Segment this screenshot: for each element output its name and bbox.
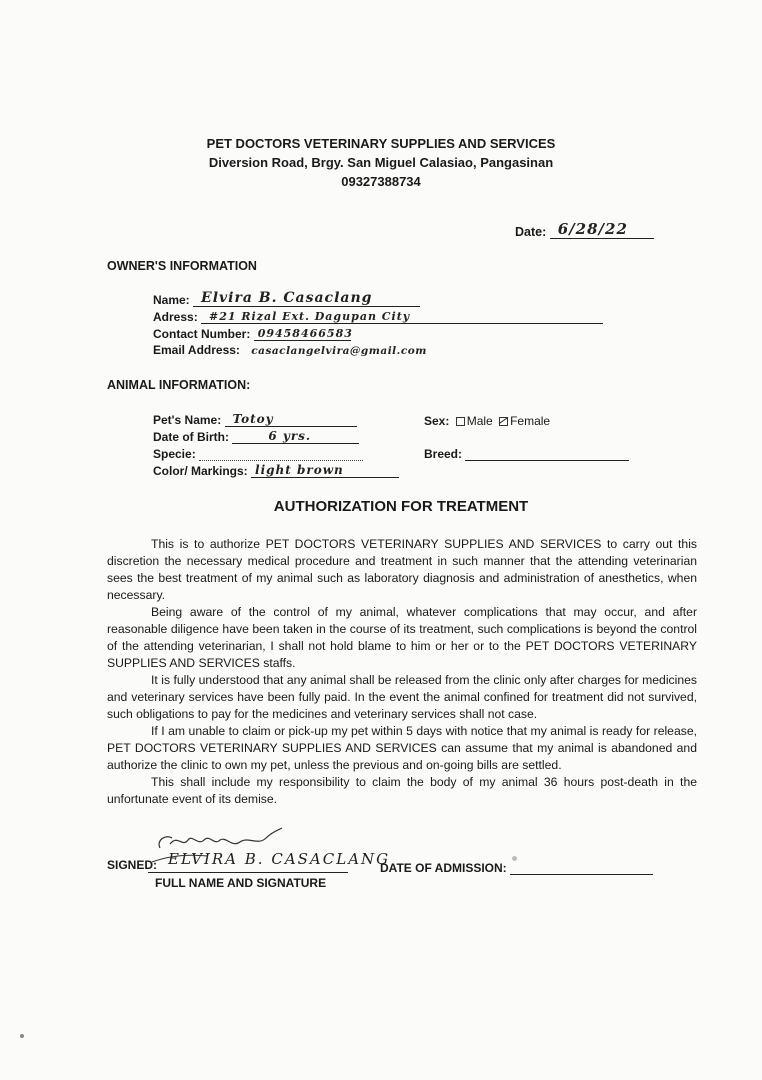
sex-field xyxy=(424,414,550,428)
signed-full-name: ELVIRA B. CASACLANG xyxy=(168,850,391,868)
pet-name-value: Totoy xyxy=(232,412,274,426)
signature-caption: FULL NAME AND SIGNATURE xyxy=(155,876,327,890)
authorization-paragraph: Being aware of the control of my animal, whatever complications that may occur, and after reasonable diligence have been taken in the course of its treatment, such complications is beyond the control of the attending veterinarian, I shall not hold blame to him or her or to the PET DOCTORS VETERINARY SUPPLIES AND SERVICES staffs. xyxy=(107,605,697,670)
business-phone: 09327388734 xyxy=(341,174,421,189)
specie-label: Specie: xyxy=(153,447,196,461)
specie-field xyxy=(153,444,363,461)
color-field xyxy=(153,461,399,478)
owner-address-line xyxy=(201,307,603,324)
dob-value: 6 yrs. xyxy=(268,429,312,443)
color-line xyxy=(251,461,399,478)
owner-name-field xyxy=(153,290,420,307)
dob-label: Date of Birth: xyxy=(153,430,229,444)
date-value: 6/28/22 xyxy=(557,220,628,238)
owner-name-value: Elvira B. Casaclang xyxy=(201,290,373,306)
owner-name-line xyxy=(193,290,420,307)
female-option-label: Female xyxy=(510,414,551,428)
authorization-paragraph: It is fully understood that any animal shall be released from the clinic only after charges for medicines and veterinary services have been fully paid. In the event the animal confined for treatment did not survived, such obligations to pay for the medicines and veterinary services shall not case. xyxy=(107,673,697,721)
pet-name-field xyxy=(153,410,357,427)
owner-contact-line xyxy=(254,324,351,341)
female-checkbox[interactable] xyxy=(499,417,508,426)
owner-email-label: Email Address: xyxy=(153,343,240,357)
owner-address-value: #21 Rizal Ext. Dagupan City xyxy=(209,310,411,323)
date-label: Date: xyxy=(515,225,547,239)
sex-label: Sex: xyxy=(424,414,450,428)
signed-label: SIGNED: xyxy=(107,858,158,872)
pet-name-label: Pet's Name: xyxy=(153,413,222,427)
owner-email-field xyxy=(153,341,427,357)
date-field xyxy=(515,222,654,239)
date-line xyxy=(550,222,654,239)
authorization-body xyxy=(107,536,697,808)
dob-field xyxy=(153,427,359,444)
owner-name-label: Name: xyxy=(153,293,190,307)
owner-contact-label: Contact Number: xyxy=(153,327,251,341)
admission-field xyxy=(380,858,653,875)
breed-label: Breed: xyxy=(424,447,463,461)
owner-address-field xyxy=(153,307,603,324)
authorization-paragraph: This shall include my responsibility to claim the body of my animal 36 hours post-death in the unfortunate event of its demise. xyxy=(107,775,697,806)
male-option-label: Male xyxy=(466,414,493,428)
color-label: Color/ Markings: xyxy=(153,464,248,478)
pet-name-line xyxy=(225,410,357,427)
dob-line xyxy=(232,427,359,444)
business-name: PET DOCTORS VETERINARY SUPPLIES AND SERVICES xyxy=(206,136,556,151)
business-address: Diversion Road, Brgy. San Miguel Calasiao, Pangasinan xyxy=(208,155,554,170)
authorization-paragraph: This is to authorize PET DOCTORS VETERINARY SUPPLIES AND SERVICES to carry out this discretion the necessary medical procedure and treatment in such manner that the attending veterinarian sees the best treatment of my animal such as laboratory diagnosis and administration of anesthetics, when necessary. xyxy=(107,537,697,602)
breed-line xyxy=(465,444,629,461)
owner-address-label: Adress: xyxy=(153,310,198,324)
scan-speck xyxy=(20,1034,24,1038)
admission-line xyxy=(510,858,653,875)
scan-speck xyxy=(512,856,517,861)
owner-section-title: OWNER'S INFORMATION xyxy=(107,259,257,273)
owner-contact-field xyxy=(153,324,351,341)
authorization-title: AUTHORIZATION FOR TREATMENT xyxy=(273,498,529,515)
admission-label: DATE OF ADMISSION: xyxy=(380,861,507,875)
male-checkbox[interactable] xyxy=(456,417,465,426)
owner-email-value: casaclangelvira@gmail.com xyxy=(251,345,427,357)
color-value: light brown xyxy=(255,463,344,477)
signature-line xyxy=(148,872,348,873)
breed-field xyxy=(424,444,629,461)
animal-section-title: ANIMAL INFORMATION: xyxy=(107,378,251,392)
owner-contact-value: 09458466583 xyxy=(257,327,353,340)
authorization-paragraph: If I am unable to claim or pick-up my pet within 5 days with notice that my animal is ready for release, PET DOCTORS VETERINARY SUPPLIES AND SERVICES can assume that my animal is abandoned and authorize the clinic to own my pet, unless the previous and on-going bills are settled. xyxy=(107,724,697,772)
specie-line xyxy=(199,444,363,461)
